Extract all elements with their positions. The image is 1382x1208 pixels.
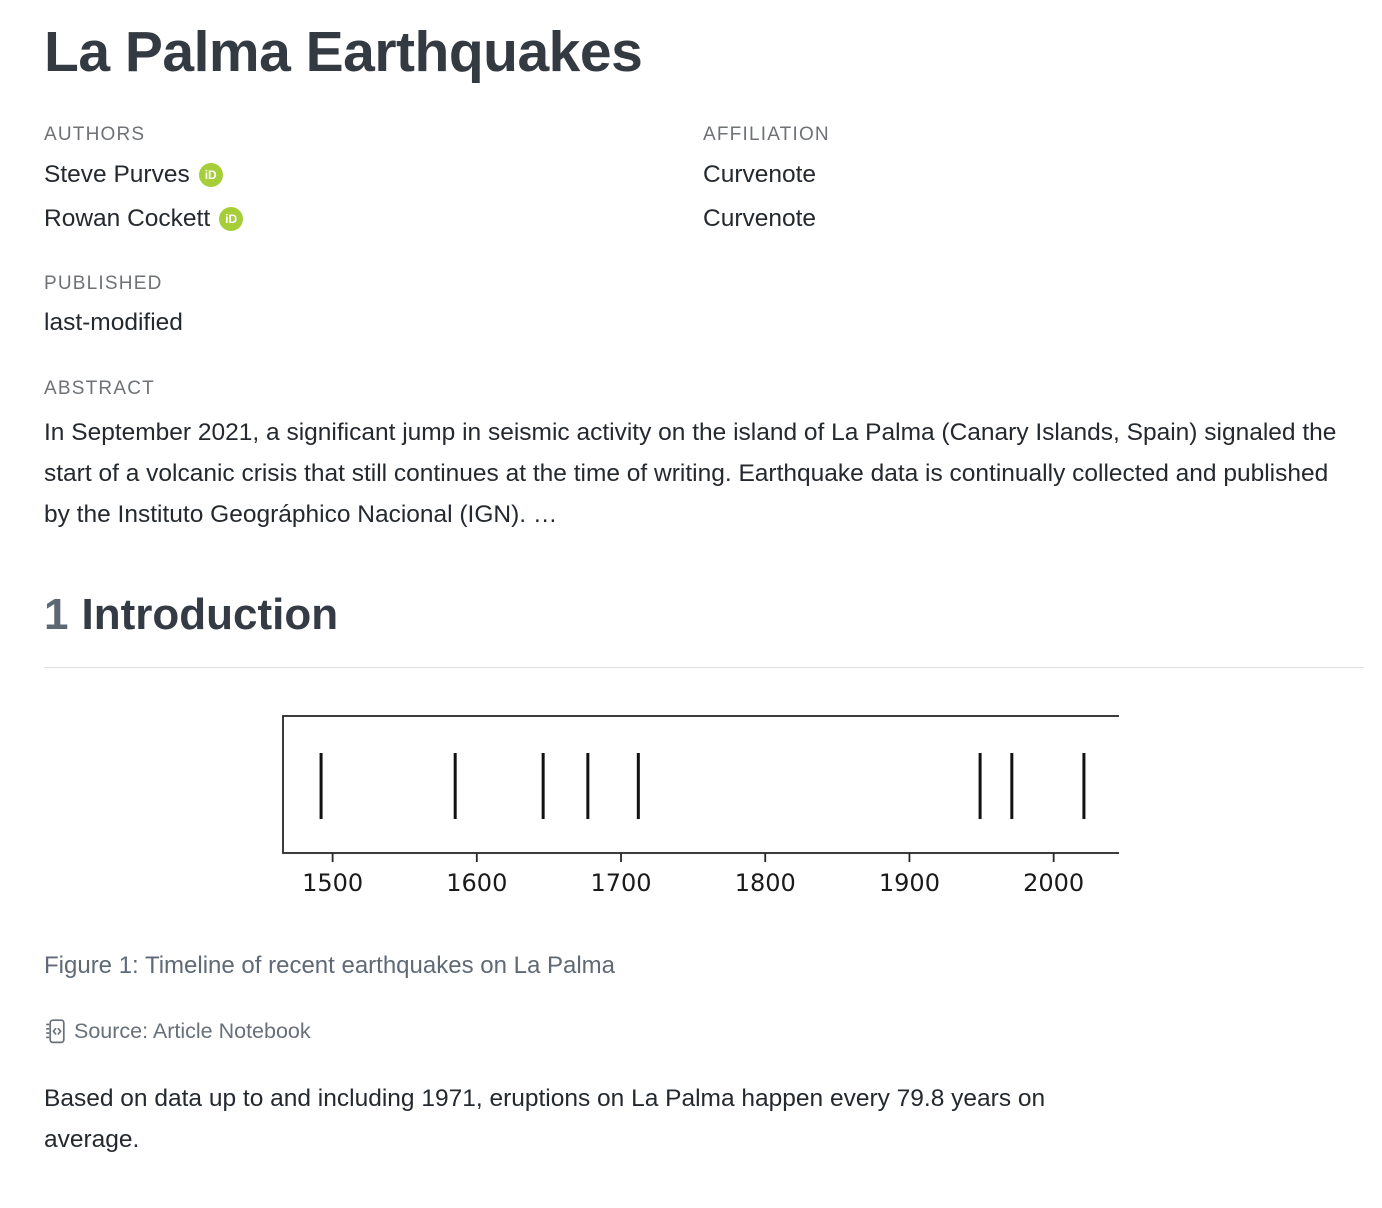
section-heading — [44, 589, 338, 642]
section-title: Introduction — [81, 590, 339, 639]
affiliation-label: AFFILIATION — [703, 124, 830, 145]
svg-text:1800: 1800 — [734, 869, 796, 897]
svg-text:1700: 1700 — [590, 869, 652, 897]
published-label: PUBLISHED — [44, 273, 163, 294]
abstract-label: ABSTRACT — [44, 378, 155, 399]
authors-label: AUTHORS — [44, 124, 146, 145]
page-title: La Palma Earthquakes — [44, 20, 643, 84]
svg-text:1600: 1600 — [446, 869, 508, 897]
body-paragraph: Based on data up to and including 1971, eruptions on La Palma happen every 79.8 years on average. — [44, 1085, 1046, 1153]
orcid-icon[interactable]: iD — [199, 163, 223, 187]
svg-text:2000: 2000 — [1023, 869, 1085, 897]
author-row — [44, 160, 223, 191]
author-row — [44, 204, 243, 235]
author-affiliation: Curvenote — [703, 205, 817, 232]
author-affiliation: Curvenote — [703, 161, 817, 188]
svg-text:1500: 1500 — [302, 869, 364, 897]
source-link[interactable]: Source: Article Notebook — [74, 1019, 311, 1043]
svg-text:1900: 1900 — [878, 869, 940, 897]
abstract-text: In September 2021, a significant jump in seismic activity on the island of La Palma (Canary Islands, Spain) signaled the start of a volcanic crisis that still continues at the time of writing. Earthquake data is continually collected and published by the Instituto Geográphico Nacional (IGN). … — [44, 419, 1337, 528]
figure-1 — [263, 714, 1119, 914]
section-number: 1 — [44, 590, 69, 639]
orcid-icon[interactable]: iD — [219, 207, 243, 231]
figure-caption: Figure 1: Timeline of recent earthquakes on La Palma — [44, 952, 615, 979]
author-name: Steve Purves — [44, 161, 190, 188]
divider — [44, 667, 1364, 668]
figure-source-row — [44, 1019, 311, 1044]
author-name: Rowan Cockett — [44, 205, 211, 232]
journal-code-icon — [44, 1019, 65, 1044]
published-value: last-modified — [44, 309, 183, 336]
timeline-eventplot — [263, 714, 1119, 909]
